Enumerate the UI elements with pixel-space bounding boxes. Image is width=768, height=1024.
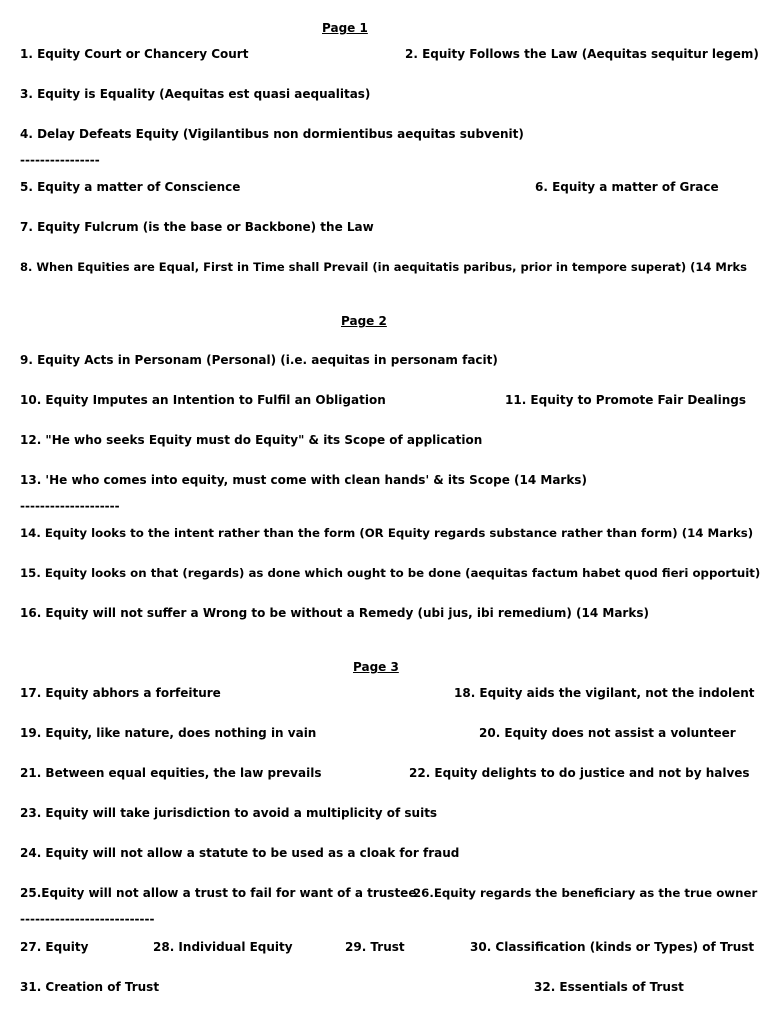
list-item-29: 29. Trust [345, 940, 405, 954]
list-item-23: 23. Equity will take jurisdiction to avoid a multiplicity of suits [20, 806, 438, 820]
list-item-28: 28. Individual Equity [153, 940, 293, 954]
list-item-3: 3. Equity is Equality (Aequitas est quasi aequalitas) [20, 87, 371, 101]
page-1-heading: Page 1 [322, 21, 368, 35]
page-3-heading: Page 3 [353, 660, 399, 674]
list-item-16: 16. Equity will not suffer a Wrong to be without a Remedy (ubi jus, ibi remedium) (14 Marks) [20, 606, 649, 620]
separator-2: -------------------- [20, 499, 120, 513]
list-item-20: 20. Equity does not assist a volunteer [479, 726, 736, 740]
list-item-8: 8. When Equities are Equal, First in Time shall Prevail (in aequitatis paribus, prior in tempore superat) (14 Mrks [20, 260, 748, 274]
list-item-24: 24. Equity will not allow a statute to be used as a cloak for fraud [20, 846, 460, 860]
list-item-27: 27. Equity [20, 940, 89, 954]
list-item-32: 32. Essentials of Trust [534, 980, 684, 994]
list-item-22: 22. Equity delights to do justice and not by halves [409, 766, 750, 780]
list-item-9: 9. Equity Acts in Personam (Personal) (i.e. aequitas in personam facit) [20, 353, 498, 367]
separator-1: ---------------- [20, 153, 100, 167]
list-item-21: 21. Between equal equities, the law prevails [20, 766, 322, 780]
page-2-heading: Page 2 [341, 314, 387, 328]
list-item-12: 12. "He who seeks Equity must do Equity" & its Scope of application [20, 433, 483, 447]
list-item-31: 31. Creation of Trust [20, 980, 160, 994]
list-item-26: 26.Equity regards the beneficiary as the true owner [413, 886, 758, 900]
list-item-5: 5. Equity a matter of Conscience [20, 180, 241, 194]
list-item-25: 25.Equity will not allow a trust to fail for want of a trustee [20, 886, 417, 900]
list-item-7: 7. Equity Fulcrum (is the base or Backbone) the Law [20, 220, 374, 234]
list-item-4: 4. Delay Defeats Equity (Vigilantibus non dormientibus aequitas subvenit) [20, 127, 524, 141]
list-item-30: 30. Classification (kinds or Types) of Trust [470, 940, 755, 954]
list-item-2: 2. Equity Follows the Law (Aequitas sequitur legem) [405, 47, 759, 61]
list-item-1: 1. Equity Court or Chancery Court [20, 47, 249, 61]
list-item-19: 19. Equity, like nature, does nothing in vain [20, 726, 317, 740]
list-item-14: 14. Equity looks to the intent rather than the form (OR Equity regards substance rather than form) (14 Marks) [20, 526, 754, 540]
list-item-6: 6. Equity a matter of Grace [535, 180, 719, 194]
list-item-17: 17. Equity abhors a forfeiture [20, 686, 221, 700]
list-item-10: 10. Equity Imputes an Intention to Fulfil an Obligation [20, 393, 386, 407]
list-item-18: 18. Equity aids the vigilant, not the indolent [454, 686, 755, 700]
list-item-11: 11. Equity to Promote Fair Dealings [505, 393, 747, 407]
list-item-15: 15. Equity looks on that (regards) as done which ought to be done (aequitas factum habet quod fieri opportuit) [20, 566, 761, 580]
list-item-13: 13. 'He who comes into equity, must come with clean hands' & its Scope (14 Marks) [20, 473, 587, 487]
separator-3: --------------------------- [20, 912, 155, 926]
